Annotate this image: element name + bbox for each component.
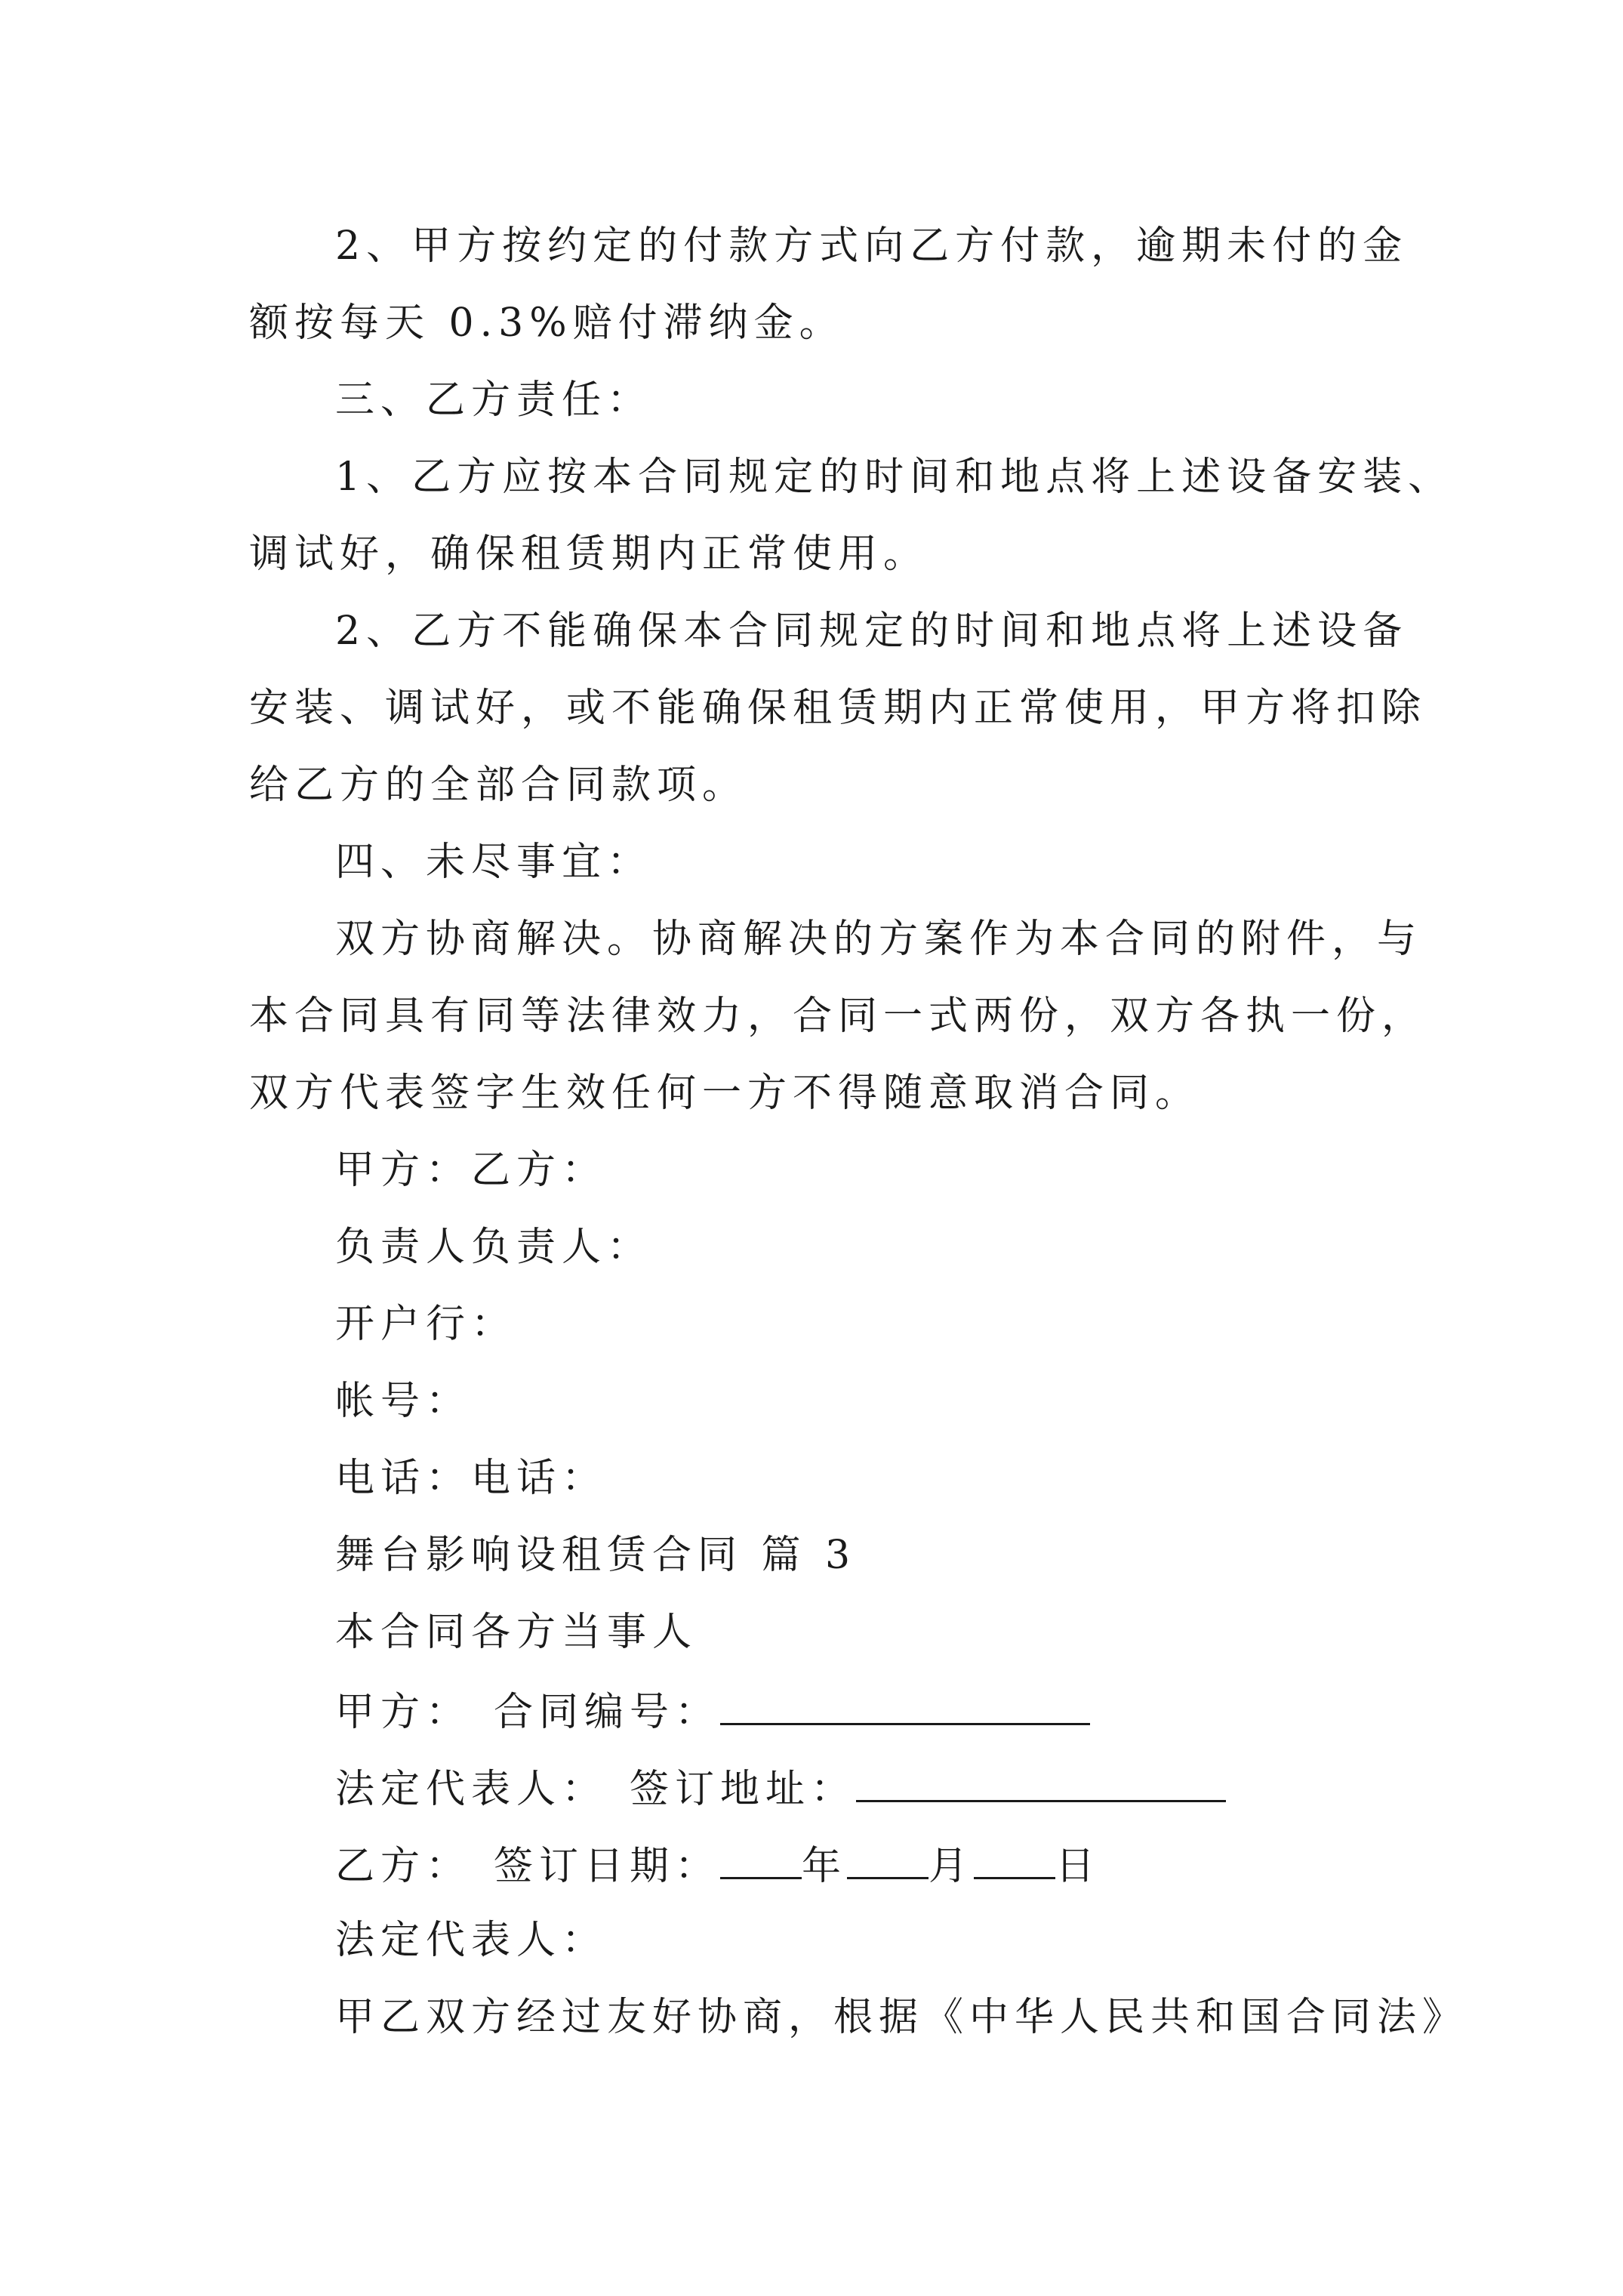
year-blank [720, 1841, 802, 1879]
paragraph-line: 2、乙方不能确保本合同规定的时间和地点将上述设备 [335, 609, 1409, 654]
party-a-row [335, 1687, 1090, 1735]
party-b-row [335, 1841, 1101, 1889]
paragraph-line: 额按每天 0.3%赔付滞纳金。 [249, 300, 845, 346]
paragraph-line: 1、乙方应按本合同规定的时间和地点将上述设备安装、 [335, 455, 1454, 500]
section-heading: 四、未尽事宜： [335, 840, 653, 885]
paragraph-line: 安装、调试好，或不能确保租赁期内正常使用，甲方将扣除 [249, 686, 1427, 731]
contract-no-label: 合同编号： [494, 1690, 721, 1735]
paragraph-line: 2、甲方按约定的付款方式向乙方付款，逾期未付的金 [335, 223, 1409, 269]
contract-no-blank [720, 1687, 1090, 1725]
party-a-label: 甲方： [335, 1690, 472, 1735]
month-blank [847, 1841, 929, 1879]
signature-account: 帐号： [335, 1379, 472, 1424]
signature-parties: 甲方：乙方： [335, 1148, 608, 1193]
paragraph-line: 给乙方的全部合同款项。 [249, 763, 748, 808]
legal-rep-a-label: 法定代表人： [335, 1767, 608, 1812]
day-label: 日 [1055, 1844, 1101, 1889]
paragraph-line: 本合同具有同等法律效力，合同一式两份，双方各执一份， [249, 994, 1427, 1039]
year-label: 年 [802, 1844, 848, 1889]
party-b-label: 乙方： [335, 1844, 472, 1889]
signature-responsible: 负责人负责人： [335, 1225, 653, 1270]
paragraph-line: 调试好，确保租赁期内正常使用。 [249, 532, 929, 577]
sign-place-blank [856, 1764, 1226, 1802]
legal-rep-b-row: 法定代表人： [335, 1918, 608, 1963]
signature-phone: 电话：电话： [335, 1456, 608, 1501]
paragraph-line: 双方代表签字生效任何一方不得随意取消合同。 [249, 1071, 1201, 1116]
sign-place-label: 签订地址： [630, 1767, 857, 1812]
sign-date-label: 签订日期： [494, 1844, 721, 1889]
section-heading: 三、乙方责任： [335, 378, 653, 423]
signature-bank: 开户行： [335, 1302, 517, 1347]
final-line: 甲乙双方经过友好协商，根据《中华人民共和国合同法》 [335, 1995, 1468, 2040]
day-blank [974, 1841, 1055, 1879]
parties-intro: 本合同各方当事人 [335, 1610, 698, 1655]
month-label: 月 [929, 1844, 975, 1889]
legal-rep-a-row [335, 1764, 1226, 1812]
paragraph-line: 双方协商解决。协商解决的方案作为本合同的附件，与 [335, 917, 1423, 962]
contract-title: 舞台影响设租赁合同 篇 3 [335, 1533, 857, 1578]
